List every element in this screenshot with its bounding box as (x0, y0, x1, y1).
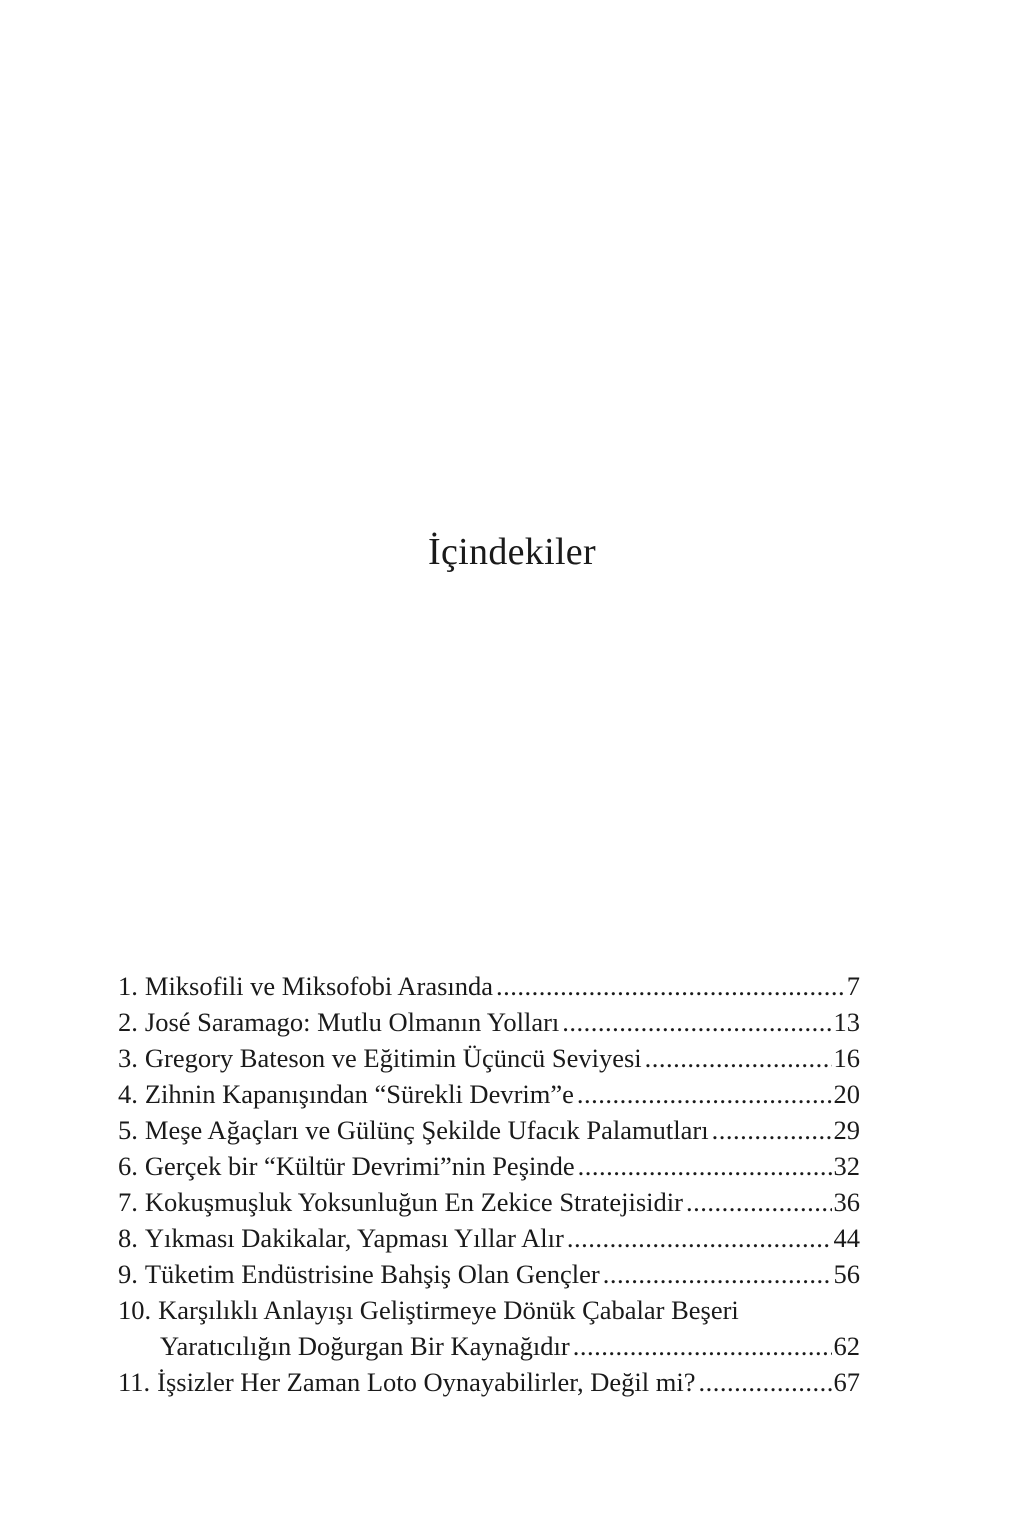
entry-number: 1. (118, 971, 138, 1001)
entry-title: Meşe Ağaçları ve Gülünç Şekilde Ufacık Palamutları (144, 1115, 709, 1145)
toc-entry (118, 1004, 860, 1040)
entry-number: 9. (118, 1259, 138, 1289)
entry-number: 7. (118, 1187, 138, 1217)
toc-entry (118, 1256, 860, 1292)
dot-leader (562, 1004, 831, 1040)
toc-entry (118, 1112, 860, 1148)
entry-number: 11. (118, 1367, 151, 1397)
toc-heading: İçindekiler (428, 531, 596, 573)
entry-page-number: 44 (833, 1223, 860, 1253)
dot-leader (567, 1220, 832, 1256)
toc-entry (118, 1040, 860, 1076)
toc-entry (118, 1148, 860, 1184)
entry-page-number: 29 (833, 1115, 860, 1145)
entry-title-line1: Karşılıklı Anlayışı Geliştirmeye Dönük Çabalar Beşeri (158, 1295, 739, 1325)
entry-page-number: 56 (833, 1259, 860, 1289)
dot-leader (578, 1148, 832, 1184)
entry-page-number: 20 (833, 1079, 860, 1109)
entry-page-number: 67 (833, 1367, 860, 1397)
entry-number: 5. (118, 1115, 138, 1145)
dot-leader (686, 1184, 832, 1220)
toc-entry (118, 968, 860, 1004)
toc-entry (118, 1076, 860, 1112)
dot-leader (698, 1364, 831, 1400)
toc-entry (118, 1184, 860, 1220)
entry-page-number: 32 (833, 1151, 860, 1181)
dot-leader (603, 1256, 832, 1292)
entry-page-number: 7 (846, 971, 860, 1001)
dot-leader (645, 1040, 832, 1076)
entry-title: İşsizler Her Zaman Loto Oynayabilirler, Değil mi? (157, 1367, 696, 1397)
toc-entry (118, 1364, 860, 1400)
entry-title-line2: Yaratıcılığın Doğurgan Bir Kaynağıdır (160, 1331, 570, 1361)
entry-number: 2. (118, 1007, 138, 1037)
entry-title: Gregory Bateson ve Eğitimin Üçüncü Seviyesi (144, 1043, 642, 1073)
entry-page-number: 36 (833, 1187, 860, 1217)
entry-page-number: 62 (833, 1331, 860, 1361)
toc-entry (118, 1220, 860, 1256)
entry-title: José Saramago: Mutlu Olmanın Yolları (144, 1007, 560, 1037)
entry-number: 8. (118, 1223, 138, 1253)
dot-leader (712, 1112, 832, 1148)
entry-title: Gerçek bir “Kültür Devrimi”nin Peşinde (144, 1151, 575, 1181)
toc-entry (118, 1292, 860, 1364)
entry-number: 6. (118, 1151, 138, 1181)
entry-title: Yıkması Dakikalar, Yapması Yıllar Alır (144, 1223, 564, 1253)
entry-page-number: 16 (833, 1043, 860, 1073)
dot-leader (573, 1328, 832, 1364)
entry-title: Kokuşmuşluk Yoksunluğun En Zekice Stratejisidir (144, 1187, 683, 1217)
entry-title: Zihnin Kapanışından “Sürekli Devrim”e (144, 1079, 574, 1109)
entry-title: Tüketim Endüstrisine Bahşiş Olan Gençler (144, 1259, 600, 1289)
entry-number: 4. (118, 1079, 138, 1109)
entry-number: 10. (118, 1295, 152, 1325)
dot-leader (577, 1076, 832, 1112)
entry-title: Miksofili ve Miksofobi Arasında (144, 971, 494, 1001)
entry-number: 3. (118, 1043, 138, 1073)
toc-list (118, 968, 860, 1400)
entry-page-number: 13 (833, 1007, 860, 1037)
dot-leader (496, 968, 845, 1004)
